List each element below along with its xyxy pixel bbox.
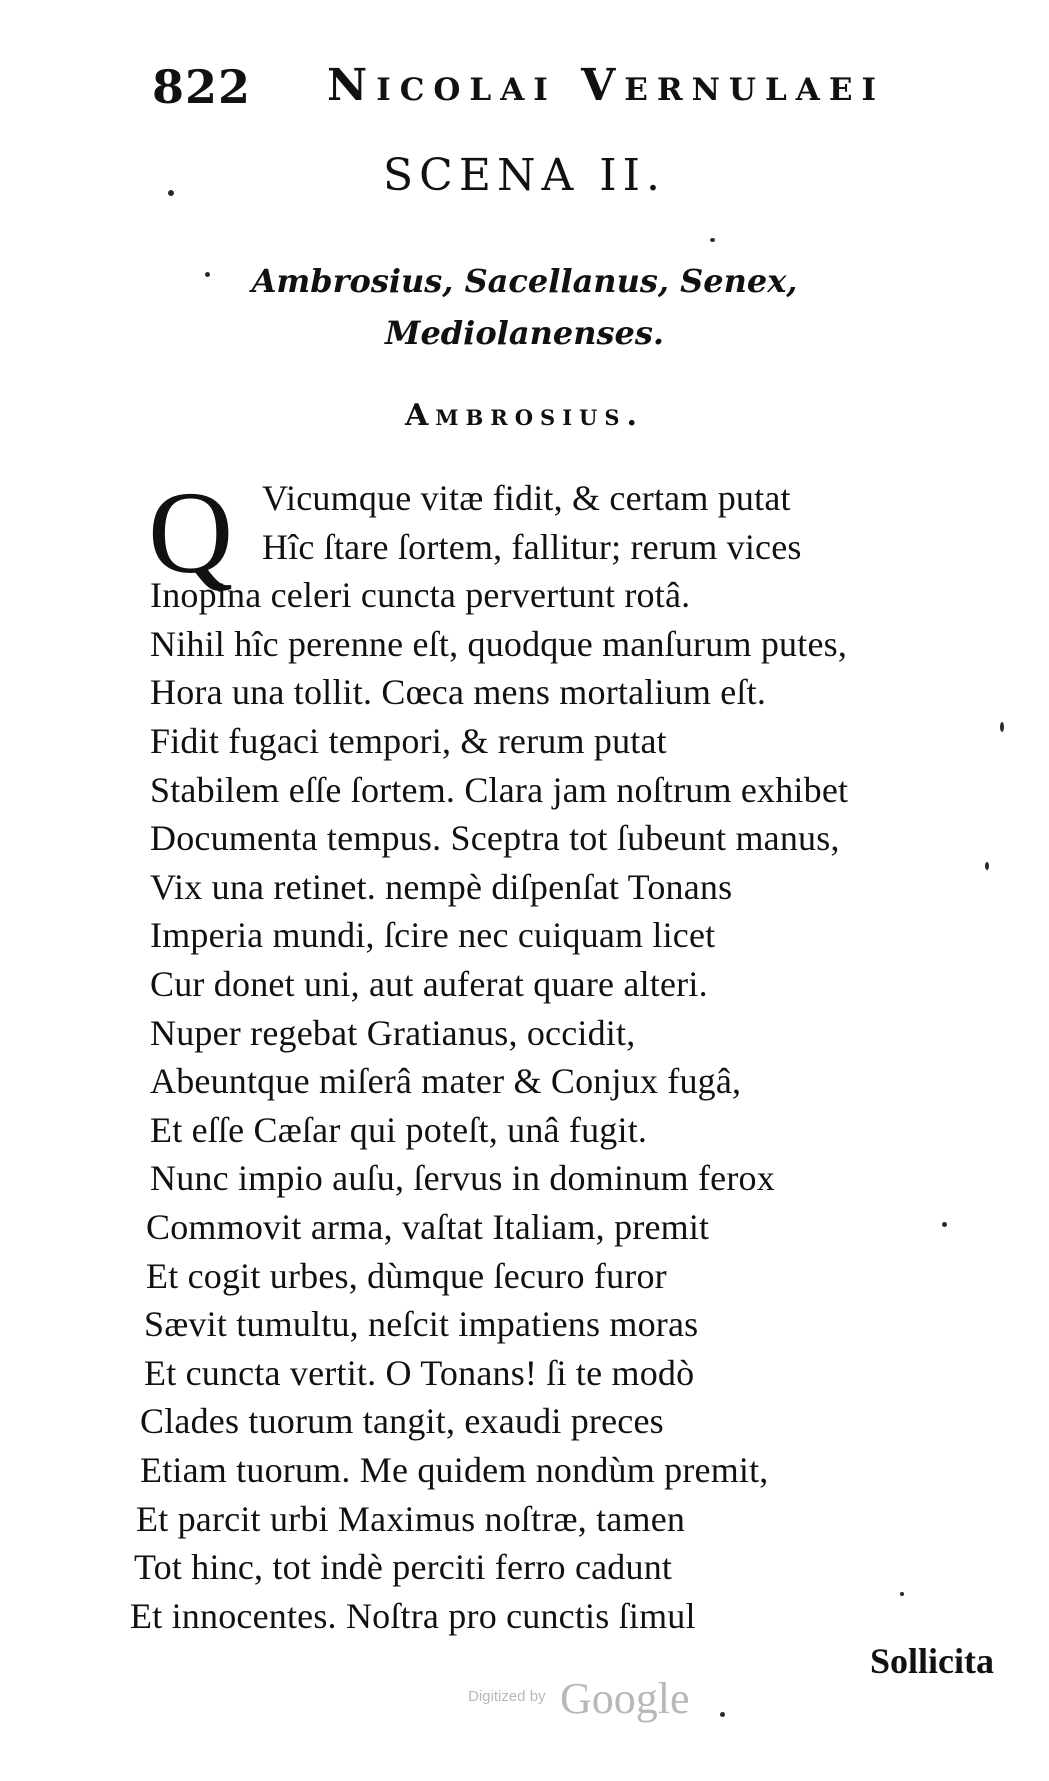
running-title: Nicolai Vernulaei (327, 60, 885, 111)
persons-line-1: Ambrosius, Sacellanus, Senex, (251, 262, 798, 300)
verse-line: Et eſſe Cæſar qui poteſt, unâ fugit. (150, 1110, 648, 1150)
verse-line: Sævit tumultu, neſcit impatiens moras (144, 1304, 699, 1344)
scan-speck (900, 1592, 904, 1596)
verse-line: Vix una retinet. nempè diſpenſat Tonans (150, 867, 733, 907)
digitized-label: Digitized by (468, 1688, 546, 1705)
drop-cap: Q (148, 467, 234, 598)
verse-line: Nihil hîc perenne eſt, quodque manſurum putes, (150, 624, 848, 664)
verse-line: Etiam tuorum. Me quidem nondùm premit, (140, 1450, 769, 1490)
verse-line: Stabilem eſſe ſortem. Clara jam noſtrum exhibet (150, 770, 849, 810)
scan-speck (1000, 722, 1004, 732)
dramatis-personae (0, 255, 1049, 359)
page-number: 822 (152, 60, 252, 114)
scan-speck (710, 238, 715, 242)
running-head (152, 60, 912, 120)
verse-line: Commovit arma, vaſtat Italiam, premit (146, 1207, 710, 1247)
verse-line: Abeuntque miſerâ mater & Conjux fugâ, (150, 1061, 742, 1101)
google-logo: Google (560, 1674, 690, 1723)
verse-line: Vicumque vitæ fidit, & certam putat (262, 478, 791, 518)
verse-line: Fidit fugaci tempori, & rerum putat (150, 721, 667, 761)
verse-line: Nunc impio auſu, ſervus in dominum ferox (150, 1158, 775, 1198)
verse-line: Et parcit urbi Maximus noſtræ, tamen (136, 1499, 686, 1539)
scene-heading: SCENA II. (383, 150, 666, 201)
verse-line: Nuper regebat Gratianus, occidit, (150, 1013, 636, 1053)
persons-line-2: Mediolanenses. (385, 314, 664, 352)
scan-speck (168, 190, 174, 196)
verse-line: Cur donet uni, aut auferat quare alteri. (150, 964, 708, 1004)
verse-line: Et cogit urbes, dùmque ſecuro furor (146, 1256, 667, 1296)
verse-line: Hîc ſtare ſortem, fallitur; rerum vices (262, 527, 802, 567)
verse-line: Documenta tempus. Sceptra tot ſubeunt manus, (150, 818, 840, 858)
verse-line: Tot hinc, tot indè perciti ferro cadunt (134, 1547, 673, 1587)
verse-line: Inopina celeri cuncta pervertunt rotâ. (150, 575, 691, 615)
verse-line: Imperia mundi, ſcire nec cuiquam licet (150, 915, 716, 955)
scan-speck (985, 862, 989, 870)
verse-line: Et innocentes. Noſtra pro cunctis ſimul (130, 1596, 696, 1636)
verse-line: Hora una tollit. Cœca mens mortalium eſt. (150, 672, 767, 712)
scan-speck (720, 1712, 725, 1717)
speaker-name: Ambrosius. (405, 398, 644, 433)
scan-speck (942, 1222, 947, 1227)
verse-line: Et cuncta vertit. O Tonans! ſi te modò (144, 1353, 695, 1393)
catchword: Sollicita (870, 1641, 994, 1681)
scan-speck (205, 272, 210, 277)
verse-line: Clades tuorum tangit, exaudi preces (140, 1401, 664, 1441)
